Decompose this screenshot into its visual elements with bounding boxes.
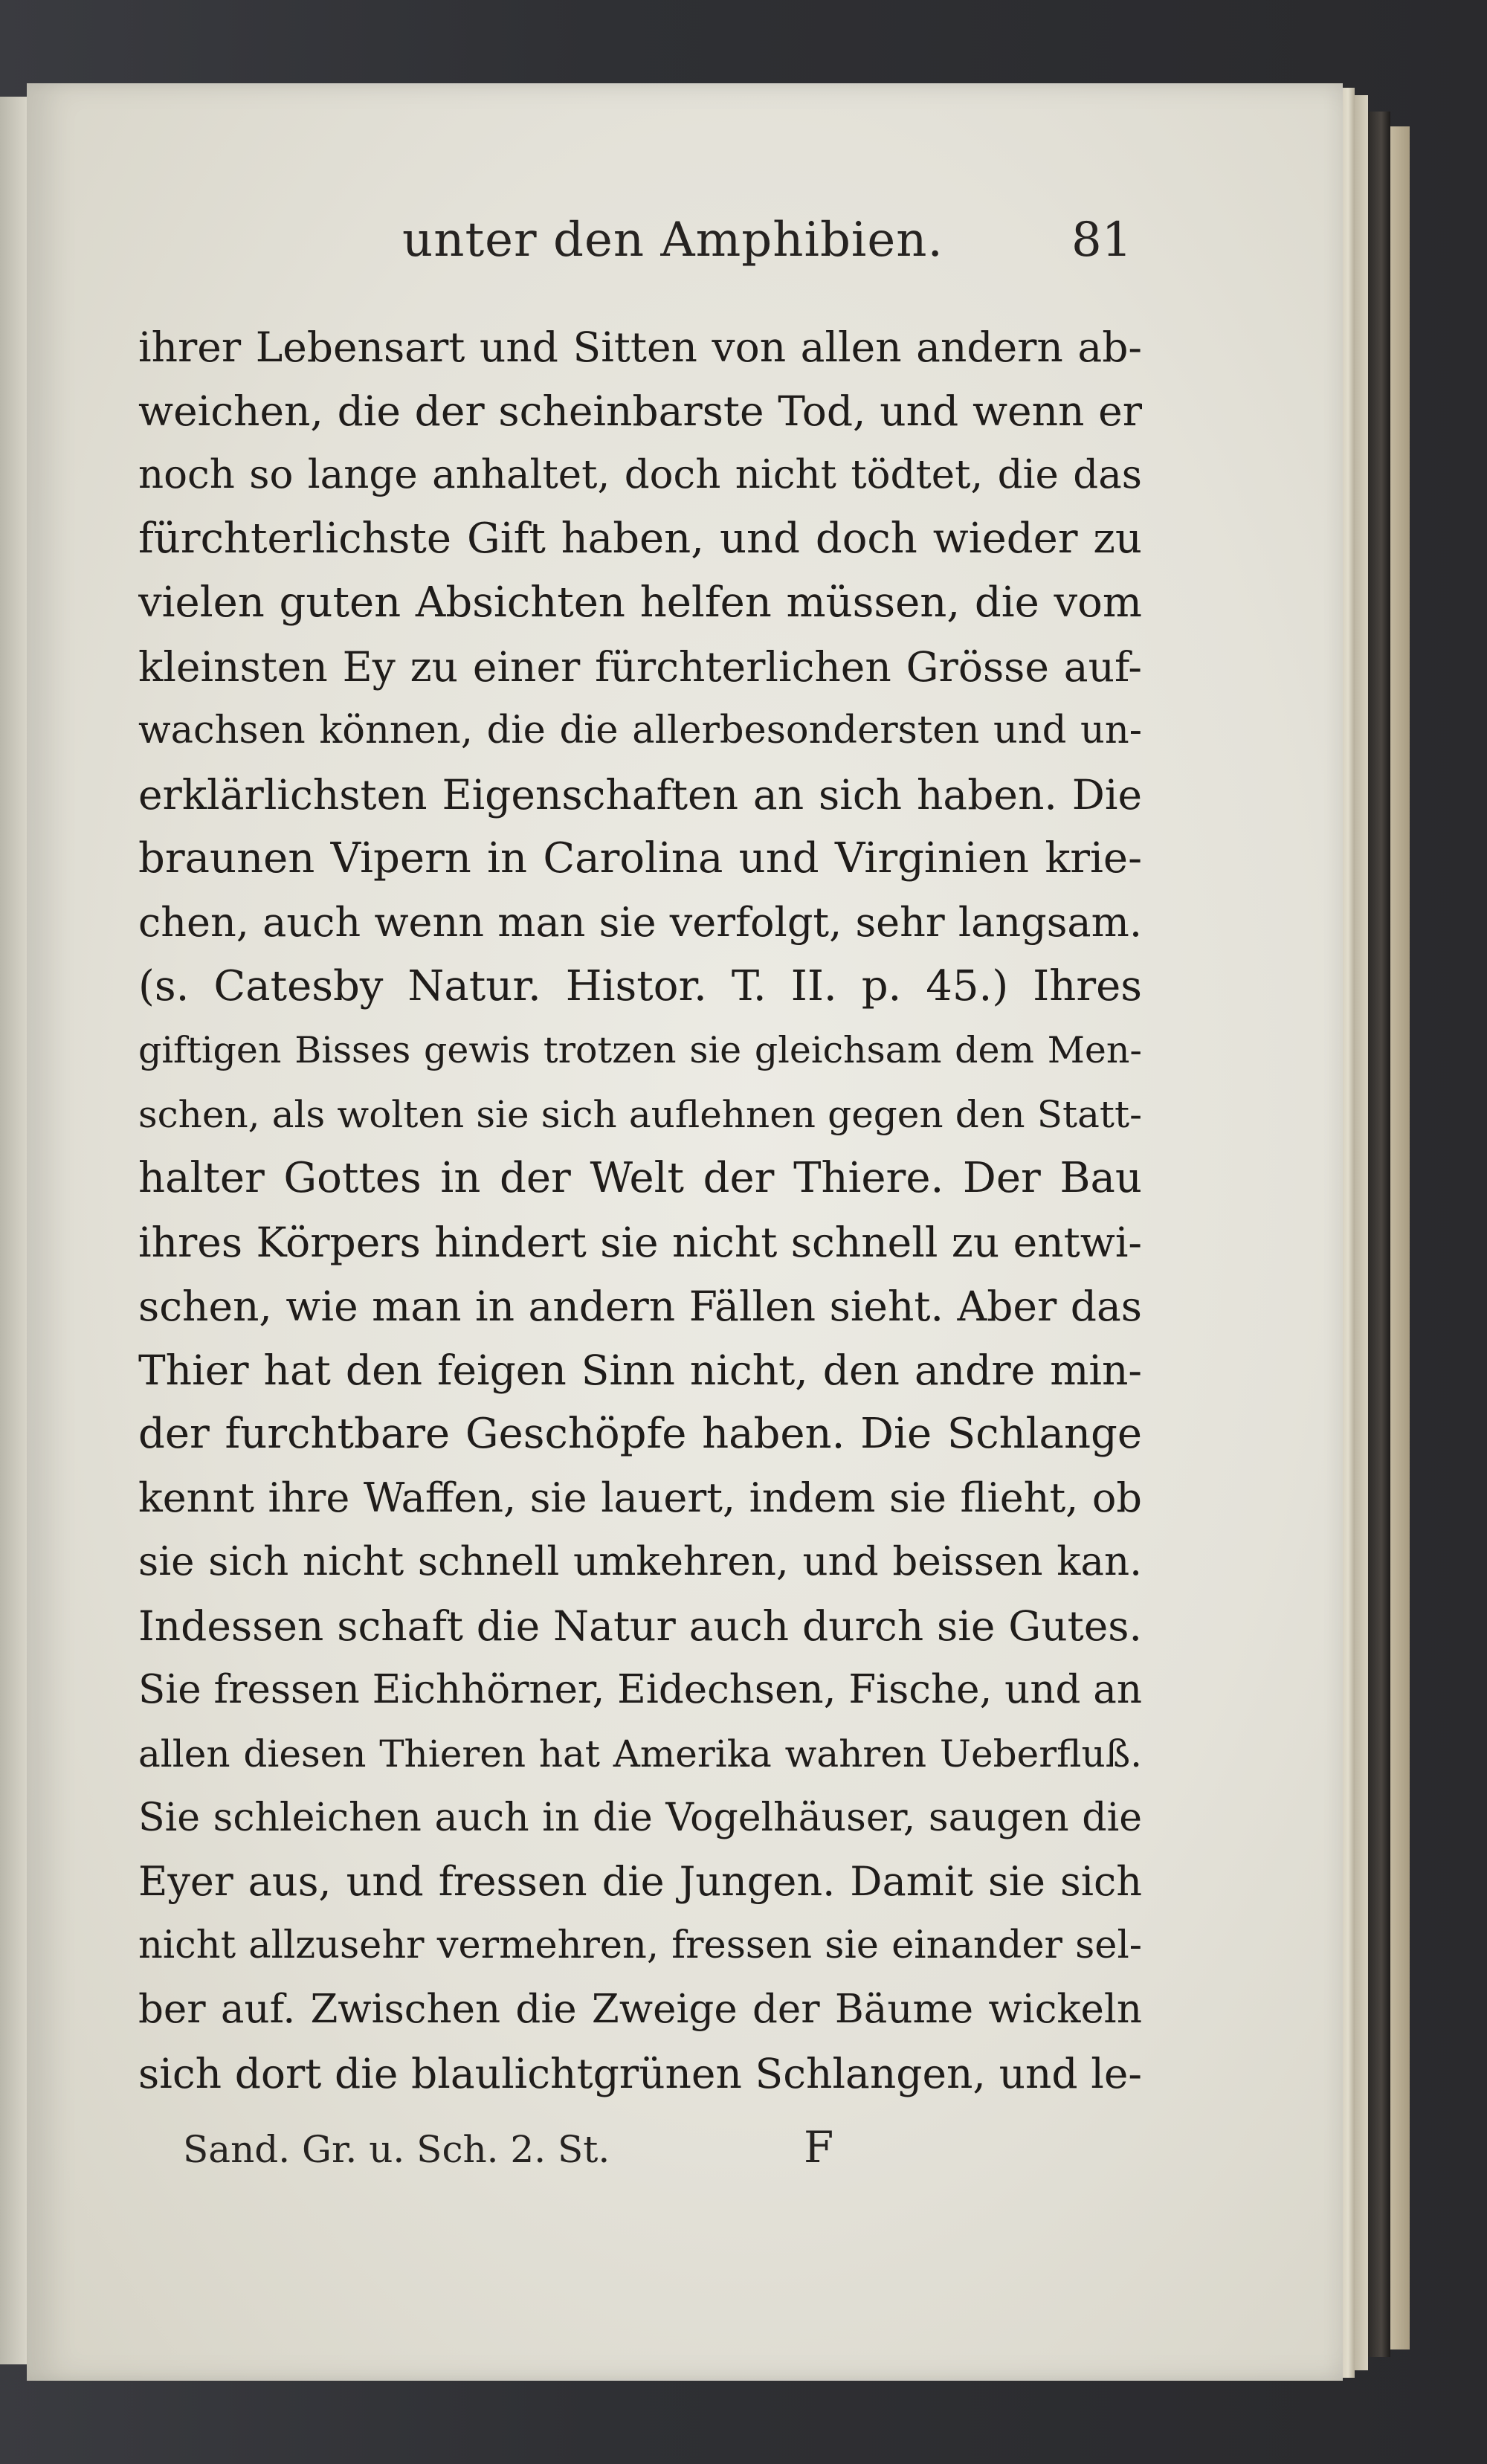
text-line: halter Gottes in der Welt der Thiere. Der Bau (138, 1154, 1142, 1202)
page-number: 81 (1071, 213, 1132, 268)
text-line: sie sich nicht schnell umkehren, und beissen kan. (138, 1539, 1142, 1584)
text-line: ihrer Lebensart und Sitten von allen andern ab- (138, 323, 1142, 371)
book-cover-edge (1368, 112, 1390, 2357)
text-line: Indessen schaft die Natur auch durch sie Gutes. (138, 1602, 1142, 1650)
text-line: kennt ihre Waffen, sie lauert, indem sie flieht, ob (138, 1474, 1142, 1521)
book-cover-edge (1390, 126, 1410, 2349)
text-line: schen, als wolten sie sich auflehnen gegen den Statt- (138, 1093, 1142, 1136)
page-stack-edge (1355, 95, 1368, 2370)
text-line: schen, wie man in andern Fällen sieht. Aber das (138, 1283, 1142, 1330)
text-line: wachsen können, die die allerbesondersten und un- (138, 709, 1142, 752)
text-line: sich dort die blaulichtgrünen Schlangen, und le- (138, 2050, 1142, 2097)
running-head-title: unter den Amphibien. (402, 213, 944, 268)
text-line: chen, auch wenn man sie verfolgt, sehr langsam. (138, 899, 1142, 946)
text-line: Sie fressen Eichhörner, Eidechsen, Fische, und an (138, 1667, 1142, 1712)
signature-note: Sand. Gr. u. Sch. 2. St. (183, 2128, 610, 2171)
text-line: ihres Körpers hindert sie nicht schnell zu entwi- (138, 1219, 1142, 1266)
text-line: vielen guten Absichten helfen müssen, die vom (138, 578, 1142, 627)
text-line: weichen, die der scheinbarste Tod, und wenn er (138, 387, 1142, 435)
text-line: ber auf. Zwischen die Zweige der Bäume wickeln (138, 1987, 1142, 2032)
text-line: erklärlichsten Eigenschaften an sich haben. Die (138, 771, 1142, 819)
text-line: Sie schleichen auch in die Vogelhäuser, saugen die (138, 1796, 1142, 1840)
signature-mark: F (804, 2122, 834, 2173)
text-line: braunen Vipern in Carolina und Virginien krie- (138, 834, 1142, 883)
text-line: Thier hat den feigen Sinn nicht, den andre min- (138, 1347, 1142, 1394)
text-line: Eyer aus, und fressen die Jungen. Damit sie sich (138, 1858, 1142, 1905)
text-line: der furchtbare Geschöpfe haben. Die Schlange (138, 1410, 1142, 1458)
text-line: kleinsten Ey zu einer fürchterlichen Grösse auf- (138, 643, 1142, 691)
text-line: nicht allzusehr vermehren, fressen sie einander sel- (138, 1923, 1142, 1967)
book-page (27, 83, 1343, 2381)
text-line: noch so lange anhaltet, doch nicht tödtet, die das (138, 452, 1142, 497)
facing-page-edge (0, 97, 27, 2364)
body-text (138, 315, 1142, 2106)
text-line: giftigen Bisses gewis trotzen sie gleichsam dem Men- (138, 1029, 1142, 1071)
text-line: fürchterlichste Gift haben, und doch wieder zu (138, 515, 1142, 563)
text-line: allen diesen Thieren hat Amerika wahren Ueberfluß. (138, 1732, 1142, 1776)
running-head (27, 83, 1343, 268)
page-footer (27, 2106, 1343, 2195)
text-line: (s. Catesby Natur. Histor. T. II. p. 45.) Ihres (138, 962, 1142, 1010)
